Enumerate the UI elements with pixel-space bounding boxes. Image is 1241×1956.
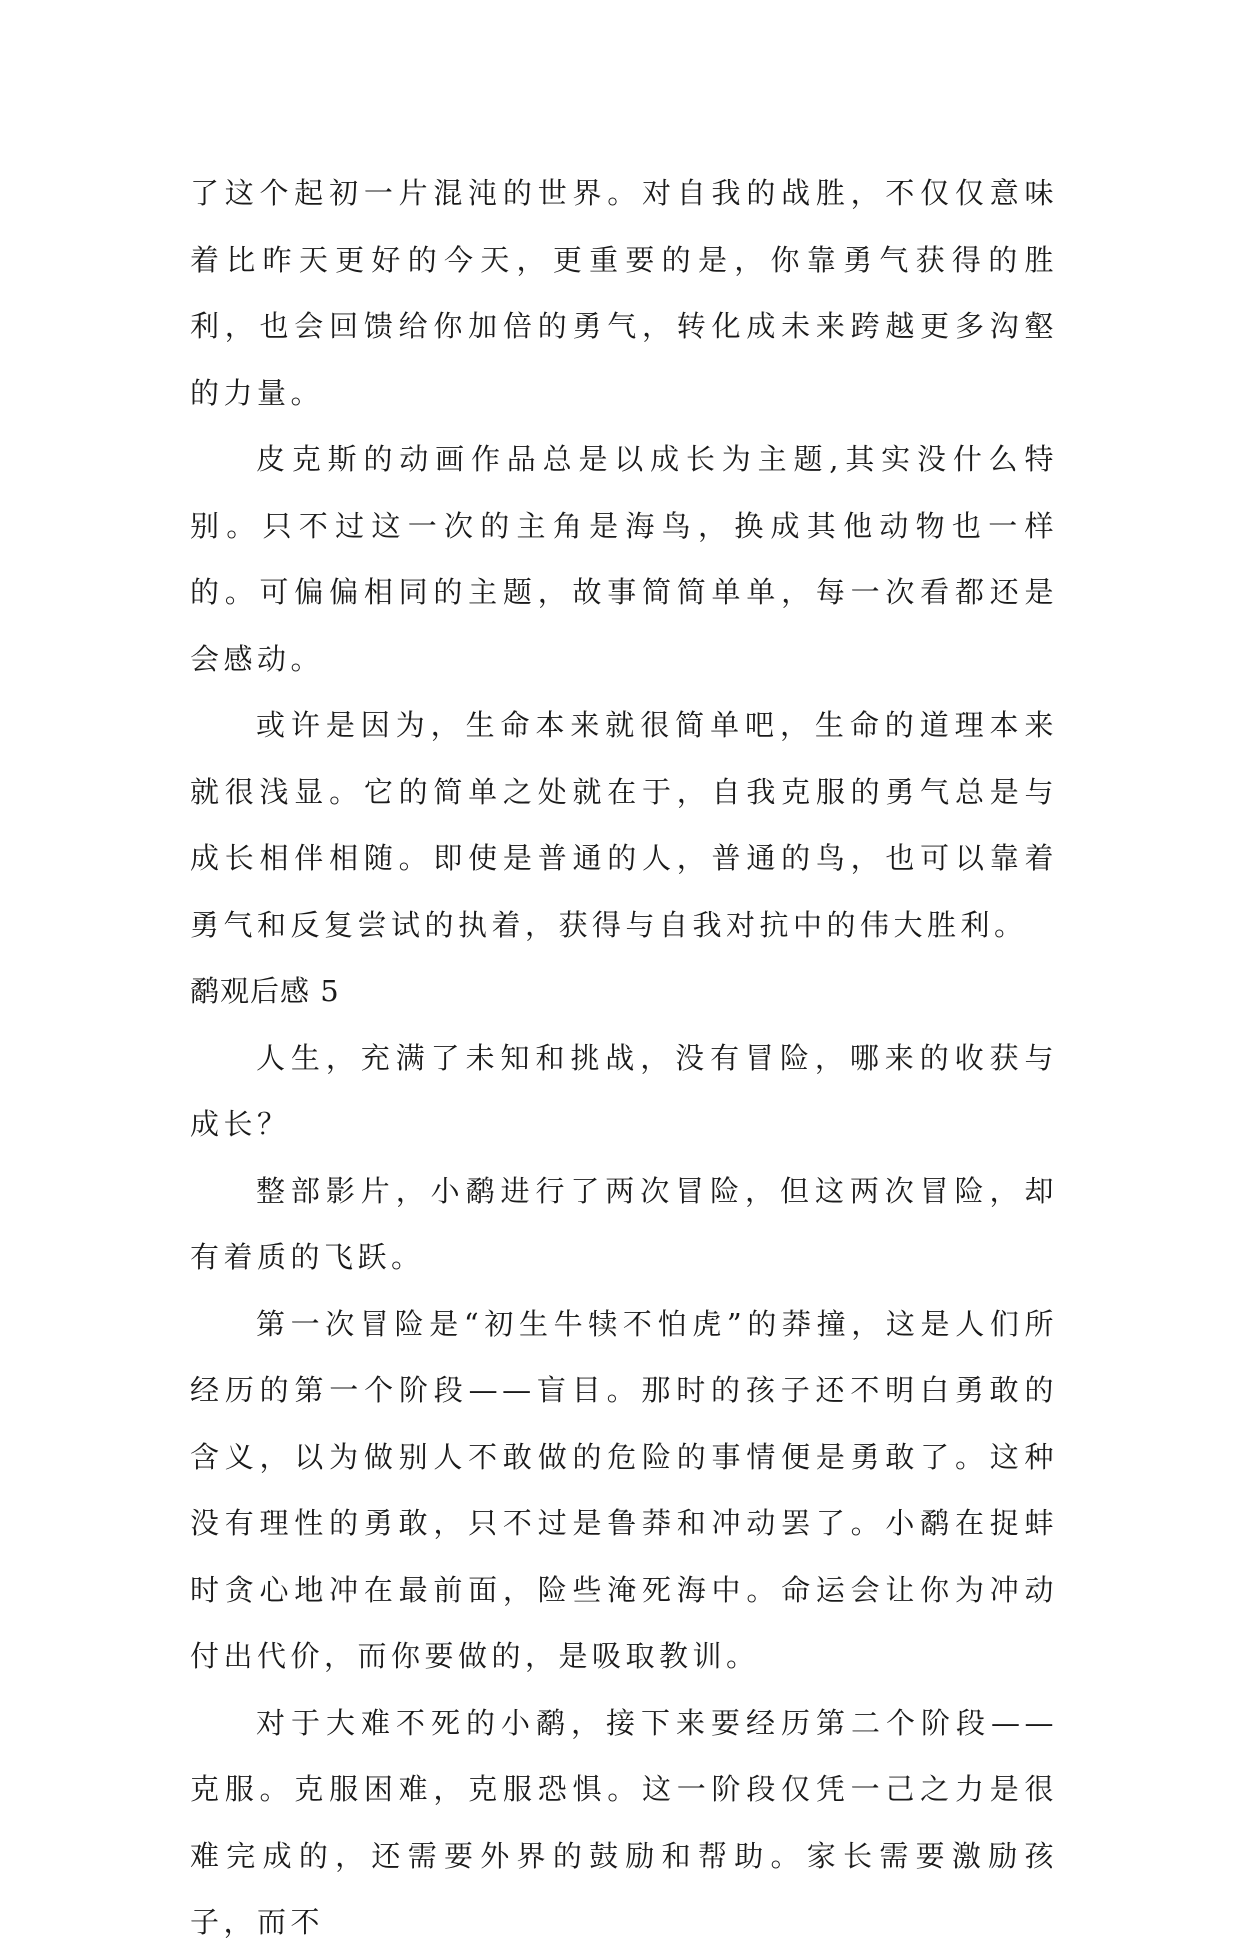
paragraph-5: 整部影片，小鹬进行了两次冒险，但这两次冒险，却有着质的飞跃。	[190, 1173, 1058, 1274]
paragraph-2: 皮克斯的动画作品总是以成长为主题,其实没什么特别。只不过这一次的主角是海鸟，换成其他动物也一样的。可偏偏相同的主题，故事简简单单，每一次看都还是会感动。	[190, 442, 1058, 676]
paragraph-3: 或许是因为，生命本来就很简单吧，生命的道理本来就很浅显。它的简单之处就在于，自我克服的勇气总是与成长相伴相随。即使是普通的人，普通的鸟，也可以靠着勇气和反复尝试的执着，获得与自我对抗中的伟大胜利。	[190, 708, 1058, 942]
paragraph-6: 第一次冒险是“初生牛犊不怕虎”的莽撞，这是人们所经历的第一个阶段——盲目。那时的孩子还不明白勇敢的含义，以为做别人不敢做的危险的事情便是勇敢了。这种没有理性的勇敢，只不过是鲁莽和冲动罢了。小鹬在捉蚌时贪心地冲在最前面，险些淹死海中。命运会让你为冲动付出代价，而你要做的，是吸取教训。	[190, 1306, 1058, 1673]
section-heading: 鹬观后感 5	[190, 974, 340, 1008]
paragraph-1: 了这个起初一片混沌的世界。对自我的战胜，不仅仅意味着比昨天更好的今天，更重要的是，你靠勇气获得的胜利，也会回馈给你加倍的勇气，转化成未来跨越更多沟壑的力量。	[190, 176, 1058, 410]
document-page	[190, 160, 1058, 1956]
paragraph-4: 人生，充满了未知和挑战，没有冒险，哪来的收获与成长？	[190, 1040, 1058, 1141]
paragraph-7: 对于大难不死的小鹬，接下来要经历第二个阶段——克服。克服困难，克服恐惧。这一阶段仅凭一己之力是很难完成的，还需要外界的鼓励和帮助。家长需要激励孩子，而不	[190, 1705, 1058, 1939]
